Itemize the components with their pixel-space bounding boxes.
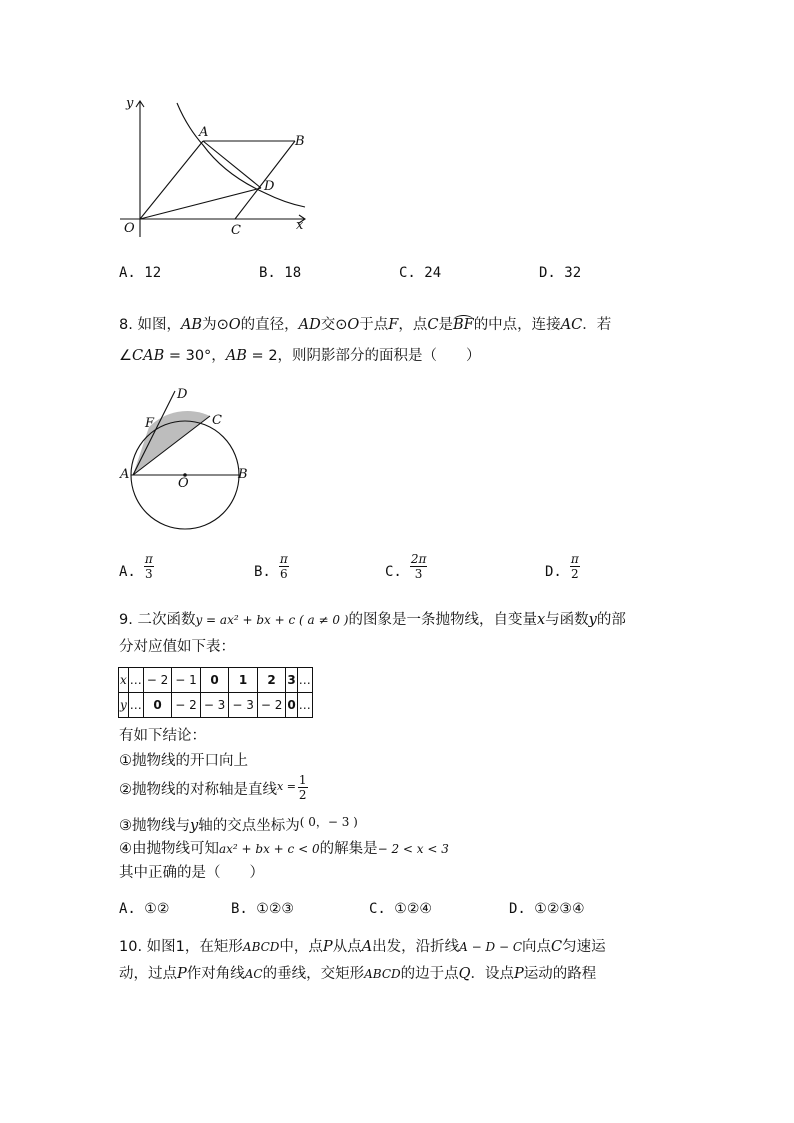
q9-stem-line2: 分对应值如下表： [119,639,235,655]
fraction: $\frac{2\pi}{3}$ [410,552,427,581]
q9-formula: y = ax² + bx + c ( a ≠ 0 ) [195,613,349,627]
table-cell: 2 [257,668,286,693]
q7-option-b[interactable]: B. 18 [259,265,302,281]
fig8-label-O: O [178,476,189,491]
q8-var-AB: AB [180,317,203,333]
q9-text: 的部 [596,612,626,628]
q10-var-A: A [361,939,373,955]
table-cell: − 1 [172,668,201,693]
fig8-label-D: D [177,387,188,402]
fig7-label-D: D [264,179,275,194]
figure-q8-circle [115,385,255,530]
q8-stem-line2 [119,344,481,365]
hyperbola-curve [177,103,305,207]
table-cell: − 3 [200,693,229,718]
segment-AD [203,141,261,188]
q9-conclusion-4 [119,837,449,858]
q10-var-P: P [514,966,524,982]
fraction: $\frac{1}{2}$ [298,773,307,802]
q9-text: ②抛物线的对称轴是直线 [119,782,277,798]
q10-text: 的垂线，交矩形 [262,966,365,982]
table-cell: − 2 [257,693,286,718]
fig7-label-O: O [124,221,135,236]
q7-option-a[interactable]: A. 12 [119,265,162,281]
q10-text: 的边于点 [400,966,459,982]
q10-text: 向点 [522,939,552,955]
fig8-label-B: B [238,467,248,482]
q9-conclusion-2 [119,774,308,801]
circle-dot-symbol: ⊙ [335,317,348,333]
q7-option-c[interactable]: C. 24 [399,265,442,281]
table-cell: 0 [286,693,297,718]
fig8-label-C: C [212,413,222,428]
q9-var-y: y [588,612,597,628]
circle-dot-symbol: ⊙ [216,317,229,333]
q8-arc-BF: BF [452,317,474,333]
q9-text: 9. 二次函数 [119,612,196,628]
q9-question: 其中正确的是（ ） [119,865,264,881]
fig7-label-B: B [295,134,305,149]
q9-text: ④由抛物线可知 [119,841,219,857]
q9-var-x: x [536,612,546,628]
q9-text: 与函数 [545,612,589,628]
option-letter: B. [254,564,271,580]
table-cell: − 3 [229,693,258,718]
q10-text: ．设点 [470,966,515,982]
q8-var-AB: AB [225,348,247,364]
option-letter: D. [545,564,562,580]
q10-var-C: C [551,939,563,955]
q10-var-ABCD: ABCD [364,967,401,981]
figure-q7-coordinate-graph [115,95,315,240]
q10-text: 中，点 [279,939,323,955]
table-row-x [119,668,313,693]
q9-text: ③抛物线与 [119,818,190,834]
angle-symbol: ∠ [119,348,132,364]
table-cell: 0 [143,693,172,718]
q10-text: 作对角线 [186,966,245,982]
q8-var-O: O [228,317,241,333]
q10-text: 10. 如图1，在矩形 [119,939,243,955]
q8-text: ．若 [582,317,612,333]
segment-OD [140,188,261,219]
q9-solution-set: − 2 < x < 3 [377,842,449,856]
q10-text: 匀速运 [562,939,606,955]
table-row-y [119,693,313,718]
table-cell: … [297,668,312,693]
q9-option-a[interactable]: A. ①② [119,901,170,917]
q10-text: 出发，沿折线 [372,939,460,955]
q9-conclusions-intro: 有如下结论： [119,728,206,744]
table-cell: 1 [229,668,258,693]
q8-var-F: F [388,317,399,333]
option-letter: A. [119,564,136,580]
option-letter: C. [385,564,402,580]
q10-path: A − D − C [459,940,523,954]
q8-text: 为 [202,317,217,333]
q10-text: 从点 [332,939,362,955]
q8-var-O: O [347,317,360,333]
q10-var-ABCD: ABCD [242,940,280,954]
q9-text: 的图象是一条抛物线，自变量 [348,612,537,628]
fraction: $\frac{\pi}{6}$ [279,552,288,581]
fig7-label-A: A [199,125,209,140]
q9-coordinate: ( 0，− 3 ) [299,815,358,829]
q9-conclusion-3 [119,813,358,835]
q9-var-x: x = [277,780,296,793]
q9-option-b[interactable]: B. ①②③ [231,901,294,917]
q7-option-d[interactable]: D. 32 [539,265,582,281]
q9-stem-line1 [119,608,626,629]
value-table [118,667,313,718]
table-cell: − 2 [172,693,201,718]
q9-inequality: ax² + bx + c < 0 [219,842,320,856]
segment-OA [140,141,203,219]
table-cell: 0 [200,668,229,693]
q8-option-c[interactable] [385,553,427,580]
q9-text: 轴的交点坐标为 [198,818,300,834]
fig7-label-y: y [126,96,134,111]
table-cell: … [128,668,143,693]
q8-text: = 2，则阴影部分的面积是（ ） [246,348,481,364]
fraction: $\frac{\pi}{3}$ [144,552,153,581]
q8-text: 交 [320,317,336,333]
table-cell: … [128,693,143,718]
fig8-label-A: A [120,467,130,482]
q8-option-a[interactable] [119,553,154,580]
table-cell: 3 [286,668,297,693]
q8-option-d[interactable] [545,553,580,580]
q10-var-P: P [177,966,187,982]
q10-stem-line1 [119,935,606,956]
q10-stem-line2 [119,962,596,983]
q10-var-Q: Q [458,966,471,982]
table-cell: y [119,693,129,718]
q9-option-c[interactable]: C. ①②④ [369,901,432,917]
q9-option-d[interactable]: D. ①②③④ [509,901,585,917]
q8-text: 是 [438,317,453,333]
table-cell: − 2 [143,668,172,693]
q8-text: ，点 [398,317,428,333]
fig8-label-F: F [145,416,155,431]
q9-var-y: y [190,818,199,834]
q8-text: = 30°， [164,348,226,364]
table-cell: x [119,668,129,693]
q8-text: 于点 [359,317,389,333]
q8-var-C: C [427,317,439,333]
q8-text: 的直径， [240,317,299,333]
q10-text: 动，过点 [119,966,177,982]
fig7-label-C: C [231,223,241,238]
q10-var-P: P [322,939,333,955]
q10-var-AC: AC [244,967,263,981]
table-cell: … [297,693,312,718]
q8-var-AD: AD [298,317,321,333]
q8-var-CAB: CAB [132,348,165,364]
q8-var-AC: AC [560,317,583,333]
fraction: $\frac{\pi}{2}$ [570,552,579,581]
q8-option-b[interactable] [254,553,289,580]
q8-text: 的中点，连接 [473,317,561,333]
q9-conclusion-1: ①抛物线的开口向上 [119,753,248,769]
fig7-label-x: x [296,218,304,233]
q9-text: 的解集是 [319,841,378,857]
q8-stem-line1 [119,313,611,334]
q10-text: 运动的路程 [523,966,597,982]
q8-text: 8. 如图， [119,317,181,333]
